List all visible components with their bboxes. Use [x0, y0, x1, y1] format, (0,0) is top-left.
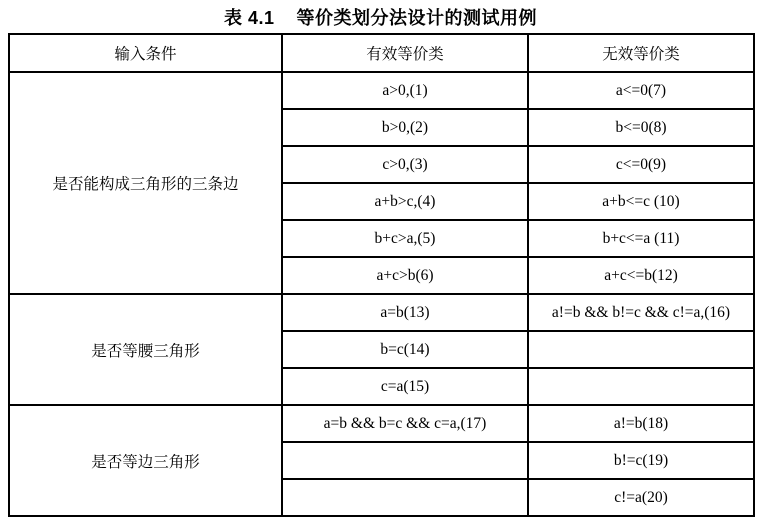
table-title-text: 等价类划分法设计的测试用例 [296, 8, 538, 28]
valid-cell: a+b>c,(4) [282, 183, 528, 220]
header-invalid-class: 无效等价类 [528, 34, 754, 72]
valid-cell: a+c>b(6) [282, 257, 528, 294]
header-input-condition: 输入条件 [9, 34, 282, 72]
invalid-cell [528, 368, 754, 405]
invalid-cell: a+c<=b(12) [528, 257, 754, 294]
invalid-cell: b+c<=a (11) [528, 220, 754, 257]
table-row [9, 294, 754, 331]
invalid-cell: b<=0(8) [528, 109, 754, 146]
valid-cell: b=c(14) [282, 331, 528, 368]
invalid-cell: c<=0(9) [528, 146, 754, 183]
invalid-cell [528, 331, 754, 368]
invalid-cell: a!=b && b!=c && c!=a,(16) [528, 294, 754, 331]
valid-cell [282, 442, 528, 479]
valid-cell: a>0,(1) [282, 72, 528, 109]
condition-cell-equilateral: 是否等边三角形 [9, 405, 282, 516]
page-title [0, 4, 761, 30]
valid-cell [282, 479, 528, 516]
table-row [9, 405, 754, 442]
valid-cell: c>0,(3) [282, 146, 528, 183]
condition-cell-isosceles: 是否等腰三角形 [9, 294, 282, 405]
header-valid-class: 有效等价类 [282, 34, 528, 72]
valid-cell: b>0,(2) [282, 109, 528, 146]
valid-cell: a=b(13) [282, 294, 528, 331]
invalid-cell: b!=c(19) [528, 442, 754, 479]
invalid-cell: a+b<=c (10) [528, 183, 754, 220]
condition-cell-triangle: 是否能构成三角形的三条边 [9, 72, 282, 294]
header-row [9, 34, 754, 72]
valid-cell: a=b && b=c && c=a,(17) [282, 405, 528, 442]
table-number-label: 表 4.1 [223, 8, 275, 28]
invalid-cell: a!=b(18) [528, 405, 754, 442]
valid-cell: b+c>a,(5) [282, 220, 528, 257]
valid-cell: c=a(15) [282, 368, 528, 405]
invalid-cell: a<=0(7) [528, 72, 754, 109]
invalid-cell: c!=a(20) [528, 479, 754, 516]
test-case-table [8, 33, 755, 517]
table-row [9, 72, 754, 109]
